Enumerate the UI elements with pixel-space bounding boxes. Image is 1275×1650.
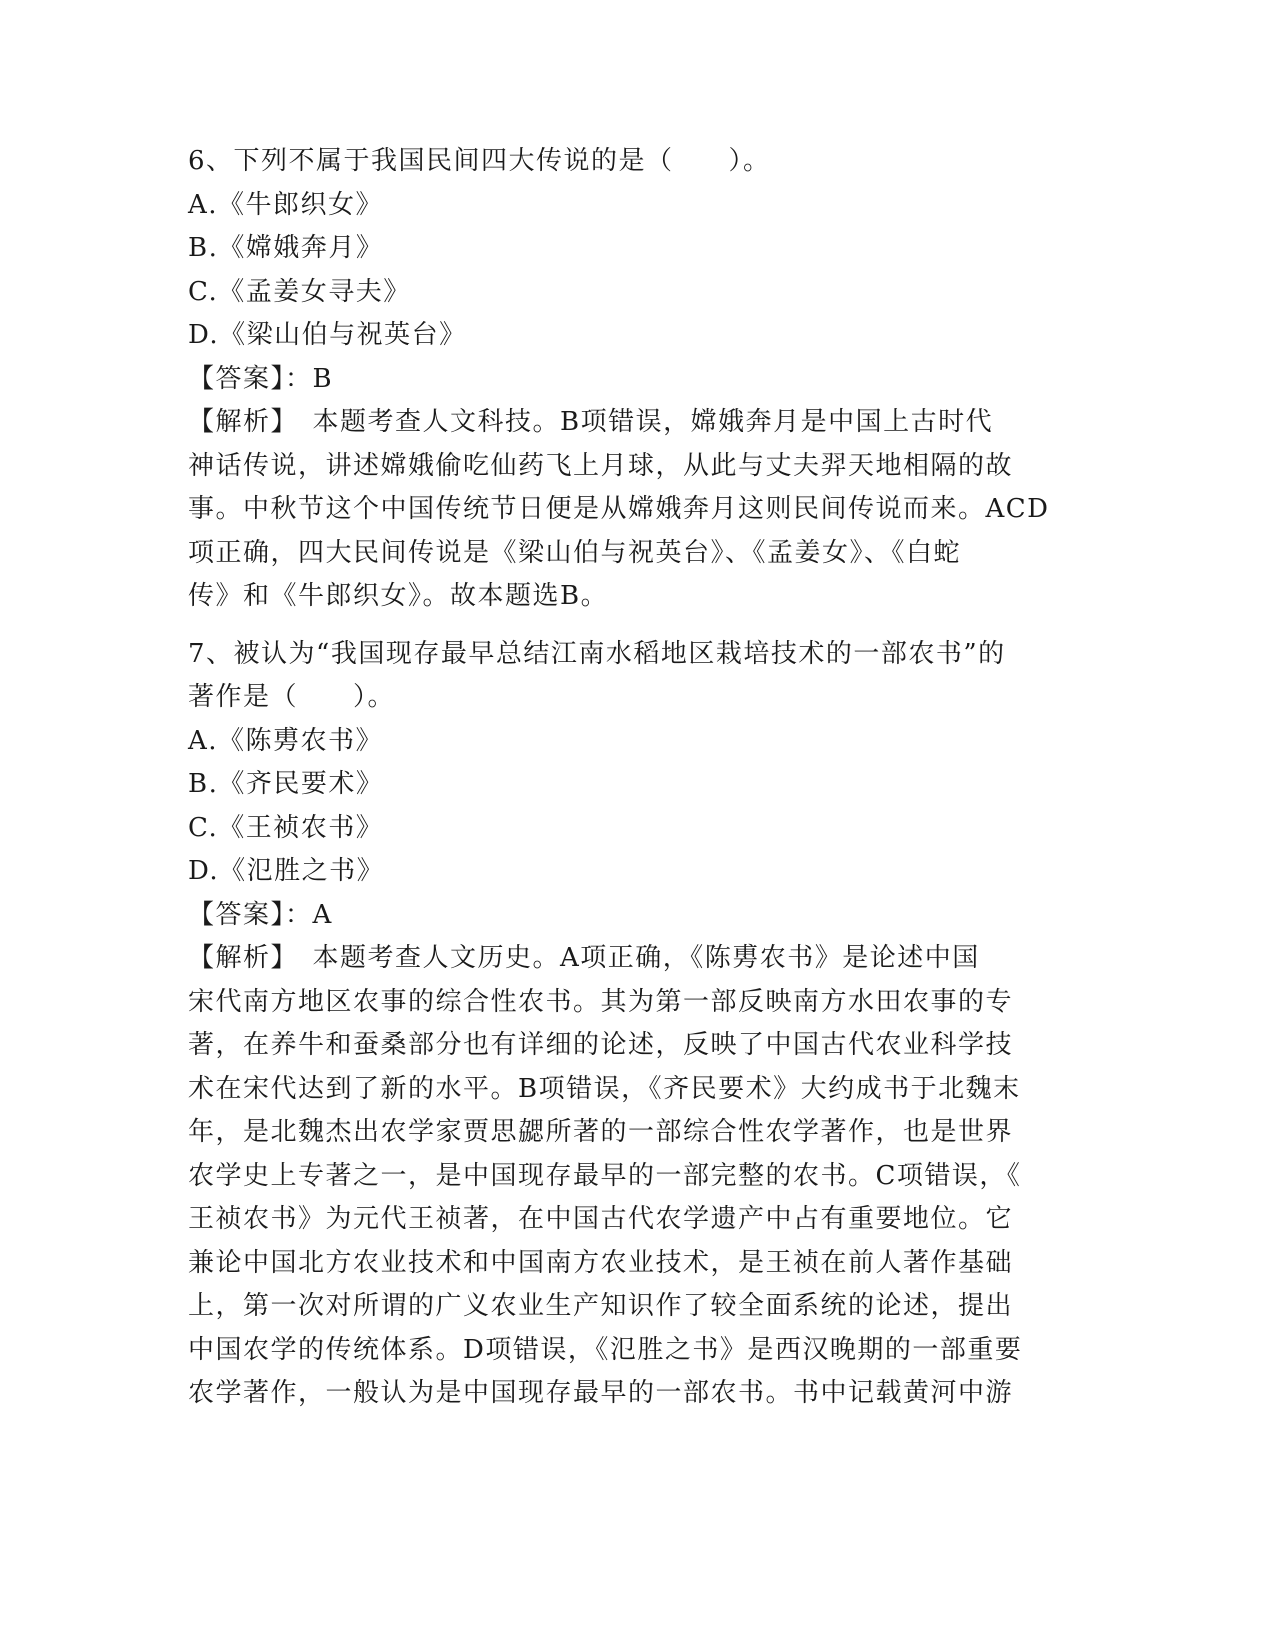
analysis-line: 事。中秋节这个中国传统节日便是从嫦娥奔月这则民间传说而来。ACD xyxy=(188,494,1050,524)
analysis-line: 宋代南方地区农事的综合性农书。其为第一部反映南方水田农事的专 xyxy=(188,986,1014,1017)
question-6 xyxy=(188,140,1088,619)
analysis-line: 年，是北魏杰出农学家贾思勰所著的一部综合性农学著作，也是世界 xyxy=(188,1117,1014,1147)
analysis-line: 著，在养牛和蚕桑部分也有详细的论述，反映了中国古代农业科学技 xyxy=(188,1030,1014,1060)
analysis-line: 兼论中国北方农业技术和中国南方农业技术，是王祯在前人著作基础 xyxy=(188,1247,1014,1278)
document-page xyxy=(188,140,1088,1416)
analysis-line: 【解析】 本题考查人文科技。B项错误，嫦娥奔月是中国上古时代 xyxy=(188,407,994,437)
answer: 【答案】：B xyxy=(188,363,334,394)
question-spacer xyxy=(188,619,1088,633)
analysis-line: 项正确，四大民间传说是《梁山伯与祝英台》、《孟姜女》、《白蛇 xyxy=(188,537,962,568)
option-b: B.《齐民要术》 xyxy=(188,769,384,799)
question-stem: 7、被认为“我国现存最早总结江南水稻地区栽培技术的一部农书”的 xyxy=(188,638,1006,669)
analysis-line: 农学史上专著之一，是中国现存最早的一部完整的农书。C项错误，《 xyxy=(188,1160,1022,1191)
question-stem: 6、下列不属于我国民间四大传说的是（ ）。 xyxy=(188,146,771,176)
analysis-line: 王祯农书》为元代王祯著，在中国古代农学遗产中占有重要地位。它 xyxy=(188,1204,1014,1234)
option-a: A.《牛郎织女》 xyxy=(188,189,384,220)
option-a: A.《陈旉农书》 xyxy=(188,725,384,756)
answer: 【答案】：A xyxy=(188,899,333,930)
analysis-line: 传》和《牛郎织女》。故本题选B。 xyxy=(188,581,609,611)
option-b: B.《嫦娥奔月》 xyxy=(188,233,384,263)
analysis-line: 农学著作，一般认为是中国现存最早的一部农书。书中记载黄河中游 xyxy=(188,1378,1014,1408)
question-stem: 著作是（ ）。 xyxy=(188,682,396,712)
option-d: D.《梁山伯与祝英台》 xyxy=(188,320,467,350)
analysis-line: 上，第一次对所谓的广义农业生产知识作了较全面系统的论述，提出 xyxy=(188,1291,1014,1321)
analysis-line: 中国农学的传统体系。D项错误，《氾胜之书》是西汉晚期的一部重要 xyxy=(188,1334,1023,1365)
option-c: C.《孟姜女寻夫》 xyxy=(188,276,411,307)
analysis-line: 【解析】 本题考查人文历史。A项正确，《陈旉农书》是论述中国 xyxy=(188,943,980,973)
question-7 xyxy=(188,633,1088,1416)
analysis-line: 神话传说，讲述嫦娥偷吃仙药飞上月球，从此与丈夫羿天地相隔的故 xyxy=(188,450,1014,481)
option-d: D.《氾胜之书》 xyxy=(188,856,385,886)
analysis-line: 术在宋代达到了新的水平。B项错误，《齐民要术》大约成书于北魏末 xyxy=(188,1073,1021,1104)
option-c: C.《王祯农书》 xyxy=(188,812,384,843)
